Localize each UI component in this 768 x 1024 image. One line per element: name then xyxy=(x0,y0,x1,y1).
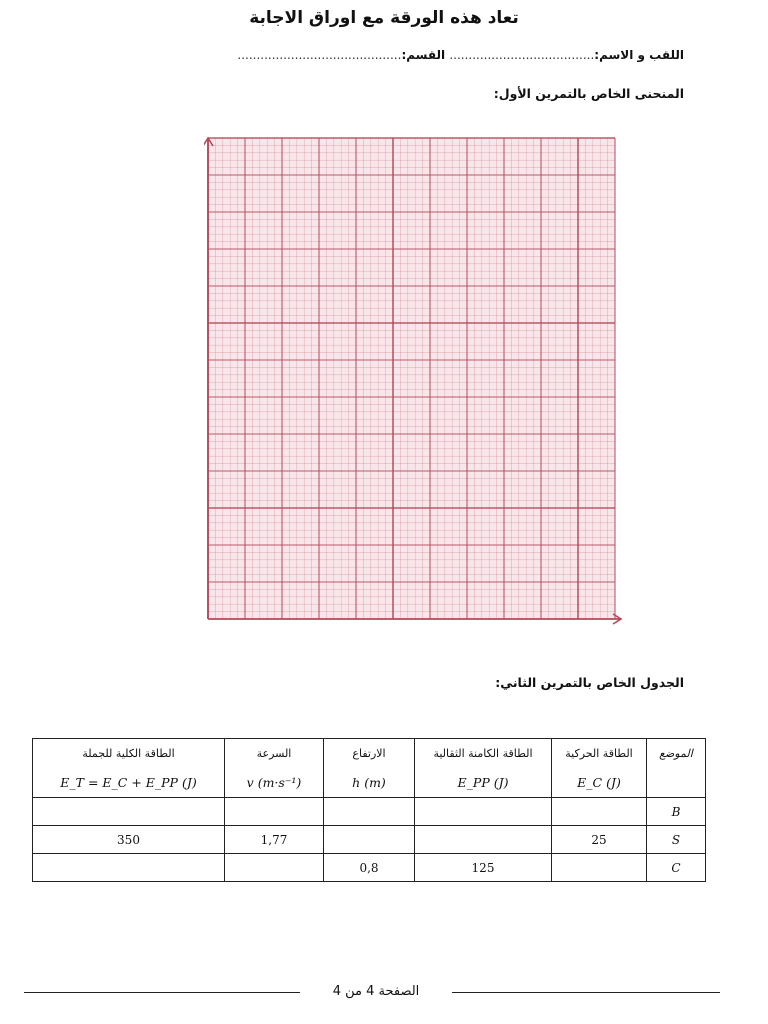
header-speed: السرعة xyxy=(225,739,324,768)
cell-speed[interactable]: 1,77 xyxy=(225,826,324,854)
cell-height[interactable] xyxy=(324,826,415,854)
page-title: تعاد هذه الورقة مع اوراق الاجابة xyxy=(249,8,519,28)
energy-table xyxy=(32,738,706,882)
cell-height[interactable] xyxy=(324,798,415,826)
graph-heading: المنحنى الخاص بالتمرين الأول: xyxy=(493,86,684,101)
table-header-row xyxy=(33,739,706,768)
unit-kinetic-energy: E_C (J) xyxy=(552,767,647,798)
graph-paper[interactable] xyxy=(204,136,622,628)
section-label: القسم: xyxy=(401,48,446,62)
header-kinetic-energy: الطاقة الحركية xyxy=(552,739,647,768)
cell-potential-energy[interactable] xyxy=(415,826,552,854)
section-field[interactable]: ........................................... xyxy=(237,48,402,62)
name-field[interactable]: ...................................... xyxy=(449,48,595,62)
table-units-row xyxy=(33,767,706,798)
cell-kinetic-energy[interactable]: 25 xyxy=(552,826,647,854)
cell-position: S xyxy=(647,826,706,854)
name-label: اللقب و الاسم: xyxy=(594,48,684,62)
table-row xyxy=(33,826,706,854)
page-number: الصفحة 4 من 4 xyxy=(332,984,420,999)
cell-height[interactable]: 0,8 xyxy=(324,854,415,882)
header-height: الارتفاع xyxy=(324,739,415,768)
cell-total-energy[interactable] xyxy=(33,798,225,826)
header-potential-energy: الطاقة الكامنة الثقالية xyxy=(415,739,552,768)
graph-background xyxy=(208,138,615,619)
student-info-line xyxy=(237,48,684,62)
header-position: الموضع xyxy=(647,739,706,768)
cell-speed[interactable] xyxy=(225,798,324,826)
cell-position: C xyxy=(647,854,706,882)
cell-total-energy[interactable]: 350 xyxy=(33,826,225,854)
unit-position xyxy=(647,767,706,798)
cell-total-energy[interactable] xyxy=(33,854,225,882)
cell-potential-energy[interactable] xyxy=(415,798,552,826)
unit-total-energy: E_T = E_C + E_PP (J) xyxy=(33,767,225,798)
cell-kinetic-energy[interactable] xyxy=(552,798,647,826)
cell-speed[interactable] xyxy=(225,854,324,882)
table-heading: الجدول الخاص بالتمرين الثاني: xyxy=(495,675,684,690)
unit-height: h (m) xyxy=(324,767,415,798)
unit-speed: v (m·s⁻¹) xyxy=(225,767,324,798)
header-total-energy: الطاقة الكلية للجملة xyxy=(33,739,225,768)
unit-potential-energy: E_PP (J) xyxy=(415,767,552,798)
footer-rule-left xyxy=(24,992,300,993)
table-row xyxy=(33,798,706,826)
cell-potential-energy[interactable]: 125 xyxy=(415,854,552,882)
cell-kinetic-energy[interactable] xyxy=(552,854,647,882)
cell-position: B xyxy=(647,798,706,826)
table-row xyxy=(33,854,706,882)
footer-rule-right xyxy=(452,992,720,993)
